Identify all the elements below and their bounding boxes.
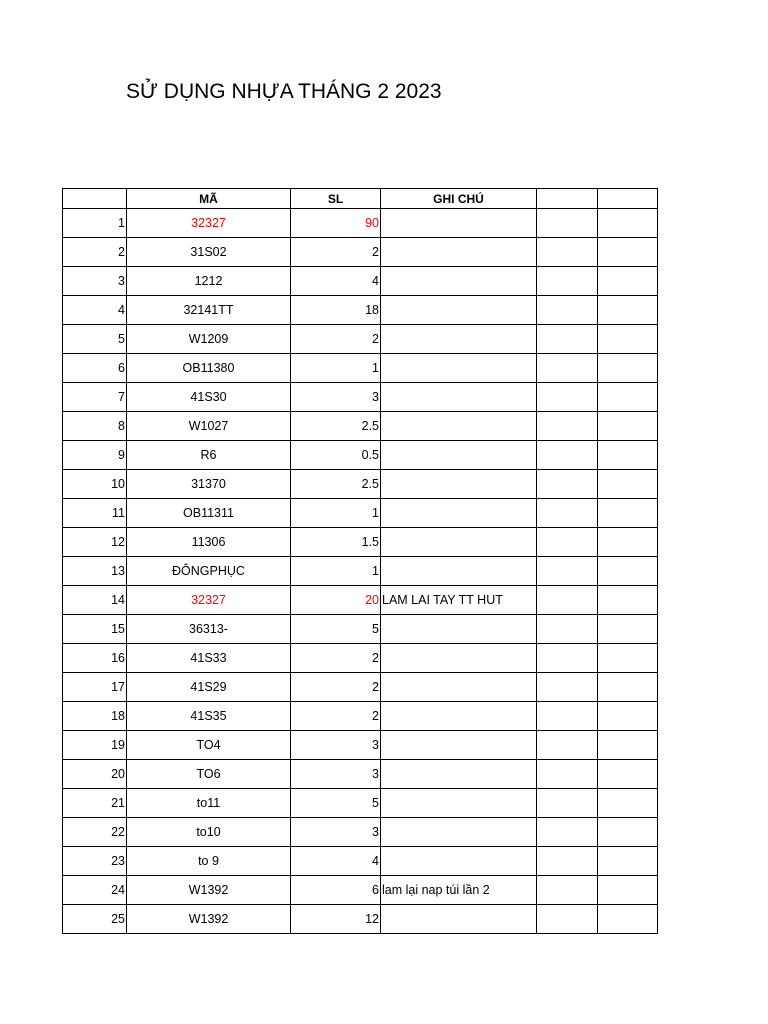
- empty-cell: [598, 731, 658, 760]
- code-cell: ĐÔNGPHỤC: [127, 557, 291, 586]
- table-row: [63, 847, 658, 876]
- row-number-cell: 22: [63, 818, 127, 847]
- empty-cell: [598, 325, 658, 354]
- code-cell: 1212: [127, 267, 291, 296]
- empty-cell: [598, 557, 658, 586]
- note-cell: [381, 818, 537, 847]
- code-cell: 31370: [127, 470, 291, 499]
- table-row: [63, 557, 658, 586]
- code-cell: 36313-: [127, 615, 291, 644]
- quantity-cell: 4: [291, 267, 381, 296]
- note-cell: LAM LAI TAY TT HUT: [381, 586, 537, 615]
- empty-cell: [537, 586, 598, 615]
- note-cell: [381, 296, 537, 325]
- empty-cell: [537, 731, 598, 760]
- code-cell: to 9: [127, 847, 291, 876]
- note-cell: [381, 615, 537, 644]
- quantity-cell: 2: [291, 325, 381, 354]
- row-number-cell: 11: [63, 499, 127, 528]
- row-number-cell: 8: [63, 412, 127, 441]
- code-cell: W1209: [127, 325, 291, 354]
- quantity-cell: 3: [291, 818, 381, 847]
- row-number-cell: 21: [63, 789, 127, 818]
- row-number-cell: 19: [63, 731, 127, 760]
- table-body: [63, 209, 658, 934]
- header-empty-1: [537, 189, 598, 209]
- note-cell: [381, 557, 537, 586]
- row-number-cell: 6: [63, 354, 127, 383]
- row-number-cell: 7: [63, 383, 127, 412]
- table-row: [63, 818, 658, 847]
- table-row: [63, 296, 658, 325]
- note-cell: [381, 847, 537, 876]
- empty-cell: [537, 673, 598, 702]
- quantity-cell: 1.5: [291, 528, 381, 557]
- quantity-cell: 2: [291, 238, 381, 267]
- table-row: [63, 441, 658, 470]
- note-cell: [381, 383, 537, 412]
- row-number-cell: 23: [63, 847, 127, 876]
- table-row: [63, 412, 658, 441]
- note-cell: [381, 644, 537, 673]
- empty-cell: [598, 673, 658, 702]
- quantity-cell: 5: [291, 789, 381, 818]
- empty-cell: [537, 760, 598, 789]
- table-row: [63, 499, 658, 528]
- row-number-cell: 14: [63, 586, 127, 615]
- note-cell: [381, 702, 537, 731]
- header-ghi-chu: GHI CHÚ: [381, 189, 537, 209]
- code-cell: 32327: [127, 586, 291, 615]
- header-sl: SL: [291, 189, 381, 209]
- quantity-cell: 2: [291, 673, 381, 702]
- empty-cell: [598, 847, 658, 876]
- quantity-cell: 2: [291, 702, 381, 731]
- quantity-cell: 1: [291, 354, 381, 383]
- empty-cell: [537, 470, 598, 499]
- empty-cell: [537, 296, 598, 325]
- row-number-cell: 17: [63, 673, 127, 702]
- empty-cell: [598, 383, 658, 412]
- empty-cell: [598, 296, 658, 325]
- header-ma: MÃ: [127, 189, 291, 209]
- empty-cell: [598, 441, 658, 470]
- table-row: [63, 325, 658, 354]
- empty-cell: [598, 354, 658, 383]
- code-cell: W1392: [127, 905, 291, 934]
- note-cell: [381, 267, 537, 296]
- table-row: [63, 586, 658, 615]
- code-cell: 41S33: [127, 644, 291, 673]
- row-number-cell: 12: [63, 528, 127, 557]
- note-cell: [381, 441, 537, 470]
- code-cell: 31S02: [127, 238, 291, 267]
- table-row: [63, 209, 658, 238]
- note-cell: [381, 238, 537, 267]
- table-row: [63, 470, 658, 499]
- table-row: [63, 615, 658, 644]
- quantity-cell: 12: [291, 905, 381, 934]
- table-row: [63, 383, 658, 412]
- quantity-cell: 2: [291, 644, 381, 673]
- quantity-cell: 5: [291, 615, 381, 644]
- table-row: [63, 876, 658, 905]
- row-number-cell: 1: [63, 209, 127, 238]
- empty-cell: [537, 267, 598, 296]
- empty-cell: [598, 412, 658, 441]
- table-row: [63, 760, 658, 789]
- empty-cell: [598, 499, 658, 528]
- note-cell: [381, 412, 537, 441]
- row-number-cell: 15: [63, 615, 127, 644]
- empty-cell: [537, 876, 598, 905]
- empty-cell: [598, 238, 658, 267]
- empty-cell: [537, 412, 598, 441]
- code-cell: to11: [127, 789, 291, 818]
- empty-cell: [598, 470, 658, 499]
- table-row: [63, 528, 658, 557]
- row-number-cell: 10: [63, 470, 127, 499]
- empty-cell: [598, 760, 658, 789]
- note-cell: [381, 499, 537, 528]
- note-cell: [381, 470, 537, 499]
- code-cell: 32141TT: [127, 296, 291, 325]
- empty-cell: [537, 354, 598, 383]
- code-cell: TO4: [127, 731, 291, 760]
- empty-cell: [598, 644, 658, 673]
- table-row: [63, 731, 658, 760]
- header-empty-2: [598, 189, 658, 209]
- quantity-cell: 20: [291, 586, 381, 615]
- quantity-cell: 2.5: [291, 412, 381, 441]
- table-row: [63, 789, 658, 818]
- note-cell: [381, 354, 537, 383]
- code-cell: OB11380: [127, 354, 291, 383]
- table-row: [63, 905, 658, 934]
- code-cell: 41S30: [127, 383, 291, 412]
- empty-cell: [598, 586, 658, 615]
- row-number-cell: 5: [63, 325, 127, 354]
- row-number-cell: 20: [63, 760, 127, 789]
- usage-table: [62, 188, 658, 934]
- empty-cell: [598, 905, 658, 934]
- header-stt: [63, 189, 127, 209]
- quantity-cell: 18: [291, 296, 381, 325]
- empty-cell: [598, 789, 658, 818]
- code-cell: W1392: [127, 876, 291, 905]
- empty-cell: [537, 209, 598, 238]
- quantity-cell: 3: [291, 383, 381, 412]
- code-cell: 41S29: [127, 673, 291, 702]
- empty-cell: [537, 615, 598, 644]
- empty-cell: [598, 818, 658, 847]
- row-number-cell: 25: [63, 905, 127, 934]
- row-number-cell: 3: [63, 267, 127, 296]
- empty-cell: [598, 528, 658, 557]
- quantity-cell: 1: [291, 557, 381, 586]
- code-cell: 32327: [127, 209, 291, 238]
- empty-cell: [537, 238, 598, 267]
- quantity-cell: 0.5: [291, 441, 381, 470]
- table-header-row: [63, 189, 658, 209]
- row-number-cell: 16: [63, 644, 127, 673]
- table-row: [63, 673, 658, 702]
- page-title: SỬ DỤNG NHỰA THÁNG 2 2023: [126, 80, 442, 103]
- empty-cell: [598, 876, 658, 905]
- code-cell: OB11311: [127, 499, 291, 528]
- quantity-cell: 4: [291, 847, 381, 876]
- quantity-cell: 3: [291, 760, 381, 789]
- empty-cell: [537, 905, 598, 934]
- empty-cell: [537, 847, 598, 876]
- code-cell: R6: [127, 441, 291, 470]
- empty-cell: [598, 702, 658, 731]
- note-cell: [381, 325, 537, 354]
- empty-cell: [537, 441, 598, 470]
- empty-cell: [537, 325, 598, 354]
- row-number-cell: 2: [63, 238, 127, 267]
- empty-cell: [537, 789, 598, 818]
- empty-cell: [537, 818, 598, 847]
- code-cell: TO6: [127, 760, 291, 789]
- quantity-cell: 1: [291, 499, 381, 528]
- row-number-cell: 18: [63, 702, 127, 731]
- row-number-cell: 24: [63, 876, 127, 905]
- note-cell: [381, 528, 537, 557]
- empty-cell: [598, 209, 658, 238]
- code-cell: 11306: [127, 528, 291, 557]
- empty-cell: [537, 557, 598, 586]
- empty-cell: [598, 267, 658, 296]
- row-number-cell: 13: [63, 557, 127, 586]
- empty-cell: [537, 383, 598, 412]
- note-cell: [381, 209, 537, 238]
- row-number-cell: 4: [63, 296, 127, 325]
- quantity-cell: 2.5: [291, 470, 381, 499]
- quantity-cell: 3: [291, 731, 381, 760]
- empty-cell: [537, 644, 598, 673]
- table-row: [63, 238, 658, 267]
- table-row: [63, 644, 658, 673]
- table-row: [63, 702, 658, 731]
- empty-cell: [537, 702, 598, 731]
- empty-cell: [537, 499, 598, 528]
- code-cell: W1027: [127, 412, 291, 441]
- note-cell: [381, 731, 537, 760]
- row-number-cell: 9: [63, 441, 127, 470]
- code-cell: to10: [127, 818, 291, 847]
- table-row: [63, 267, 658, 296]
- note-cell: [381, 789, 537, 818]
- empty-cell: [537, 528, 598, 557]
- note-cell: [381, 905, 537, 934]
- quantity-cell: 6: [291, 876, 381, 905]
- quantity-cell: 90: [291, 209, 381, 238]
- table-row: [63, 354, 658, 383]
- empty-cell: [598, 615, 658, 644]
- note-cell: lam lại nap túi lần 2: [381, 876, 537, 905]
- note-cell: [381, 673, 537, 702]
- code-cell: 41S35: [127, 702, 291, 731]
- note-cell: [381, 760, 537, 789]
